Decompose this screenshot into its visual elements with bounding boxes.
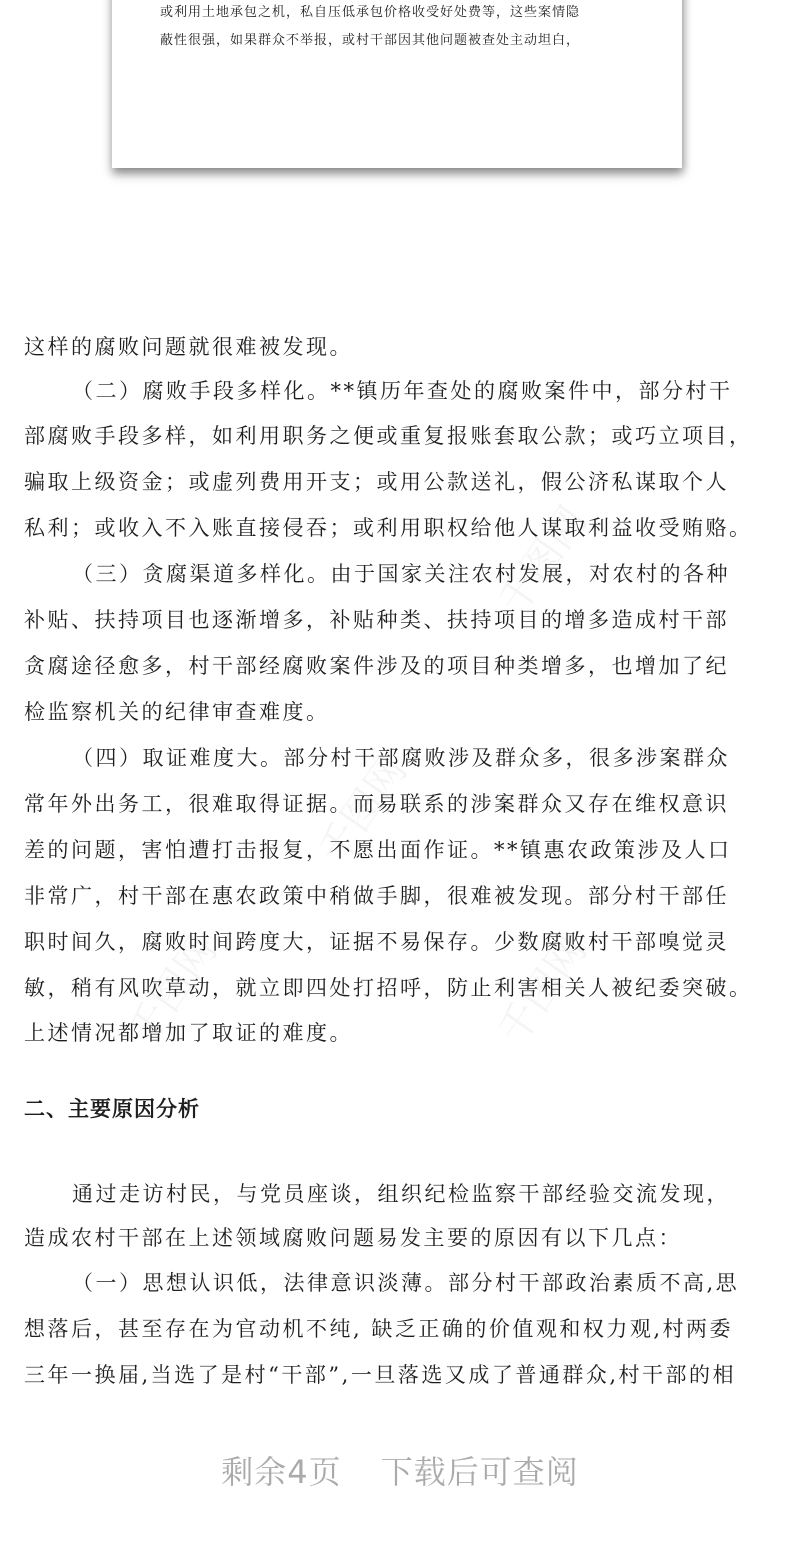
paragraph-line: 三年一换届,当选了是村“干部”,一旦落选又成了普通群众,村干部的相: [24, 1363, 736, 1387]
paragraph-line: 这样的腐败问题就很难被发现。: [24, 335, 353, 359]
remaining-pages-label: 剩余4页: [221, 1453, 342, 1491]
paragraph-line: 检监察机关的纪律审查难度。: [24, 700, 330, 724]
download-prompt[interactable]: [0, 1447, 800, 1493]
section-heading: 二、主要原因分析: [24, 1097, 200, 1121]
card-line-1: 或利用土地承包之机，私自压低承包价格收受好处费等，这些案情隐: [160, 5, 581, 20]
paragraph-line: 非常广，村干部在惠农政策中稍做手脚，很难被发现。部分村干部任: [24, 884, 729, 908]
paragraph-line: 职时间久，腐败时间跨度大，证据不易保存。少数腐败村干部嗅觉灵: [24, 930, 729, 954]
paragraph-line: （一）思想认识低，法律意识淡薄。部分村干部政治素质不高,思: [72, 1271, 740, 1295]
paragraph-line: 通过走访村民，与党员座谈，组织纪检监察干部经验交流发现，: [72, 1182, 730, 1206]
card-line-2: 蔽性很强，如果群众不举报，或村干部因其他问题被查处主动坦白，: [160, 33, 581, 48]
paragraph-line: 骗取上级资金；或虚列费用开支；或用公款送礼，假公济私谋取个人: [24, 470, 729, 494]
paragraph-line: 造成农村干部在上述领域腐败问题易发主要的原因有以下几点：: [24, 1226, 682, 1250]
paragraph-line: 常年外出务工，很难取得证据。而易联系的涉案群众又存在维权意识: [24, 792, 729, 816]
document-preview-card: [112, 0, 682, 168]
paragraph-line: 私利；或收入不入账直接侵吞；或利用职权给他人谋取利益收受贿赂。: [24, 516, 753, 540]
paragraph-line: 部腐败手段多样，如利用职务之便或重复报账套取公款；或巧立项目，: [24, 424, 753, 448]
download-to-view-label: 下载后可查阅: [380, 1453, 579, 1491]
paragraph-line: 补贴、扶持项目也逐渐增多，补贴种类、扶持项目的增多造成村干部: [24, 608, 729, 632]
paragraph-line: （二）腐败手段多样化。**镇历年查处的腐败案件中，部分村干: [72, 379, 733, 403]
paragraph-line: 敏，稍有风吹草动，就立即四处打招呼，防止利害相关人被纪委突破。: [24, 976, 753, 1000]
paragraph-line: 差的问题，害怕遭打击报复，不愿出面作证。**镇惠农政策涉及人口: [24, 838, 732, 862]
watermark: [482, 493, 598, 624]
paragraph-line: （四）取证难度大。部分村干部腐败涉及群众多，很多涉案群众: [72, 746, 730, 770]
paragraph-line: 上述情况都增加了取证的难度。: [24, 1021, 353, 1045]
paragraph-line: 想落后，甚至存在为官动机不纯, 缺乏正确的价值观和权力观,村两委: [24, 1317, 734, 1341]
paragraph-line: （三）贪腐渠道多样化。由于国家关注农村发展，对农村的各种: [72, 562, 730, 586]
paragraph-line: 贪腐途径愈多，村干部经腐败案件涉及的项目种类增多，也增加了纪: [24, 654, 729, 678]
